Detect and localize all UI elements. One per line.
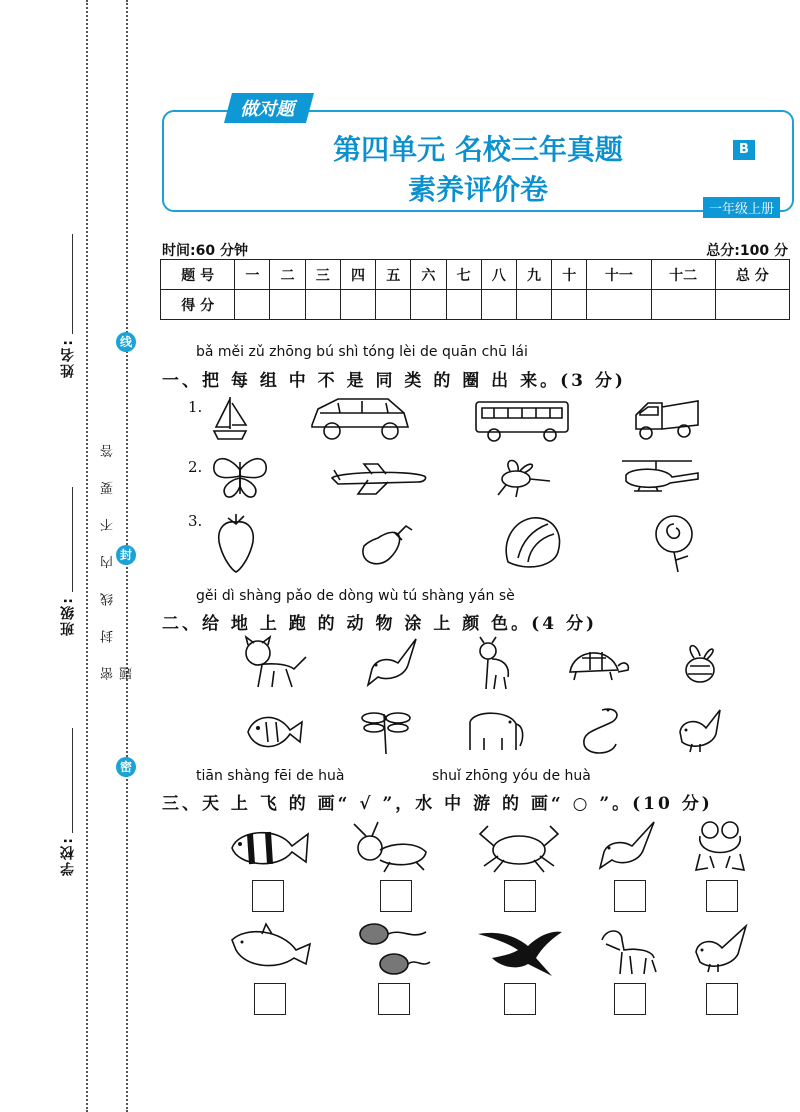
score-head-cell: 一: [235, 260, 270, 290]
score-head-cell: 五: [376, 260, 411, 290]
bird-icon[interactable]: [672, 702, 724, 754]
paper-title: 素养评价卷: [407, 173, 548, 206]
fish-icon[interactable]: [240, 702, 306, 758]
cat-icon[interactable]: [238, 635, 310, 691]
binding-line-outer: [86, 0, 88, 1112]
clownfish-icon[interactable]: [228, 820, 312, 874]
helicopter-icon[interactable]: [612, 455, 702, 499]
score-head-cell: 六: [411, 260, 446, 290]
turtle-icon[interactable]: [560, 638, 632, 686]
seal-mark-seal: 封: [116, 545, 136, 565]
strawberry-icon[interactable]: [214, 510, 258, 574]
seal-mark-secret: 密: [116, 757, 136, 777]
snake-icon[interactable]: [572, 702, 628, 758]
score-head-cell: 十二: [651, 260, 715, 290]
q1-row2-number: 2.: [188, 458, 203, 476]
score-head-cell: 十一: [587, 260, 651, 290]
title-banner: [162, 110, 794, 217]
frog-icon[interactable]: [692, 818, 748, 874]
q2-title: 二、给 地 上 跑 的 动 物 涂 上 颜 色。(4 分): [162, 614, 598, 634]
class-field[interactable]: [72, 487, 73, 592]
swallow-icon[interactable]: [472, 920, 566, 980]
bird-icon[interactable]: [688, 920, 752, 976]
answer-box-swallow[interactable]: [504, 983, 536, 1015]
score-head-cell: 题 号: [161, 260, 235, 290]
score-head-cell: 二: [270, 260, 305, 290]
q3-pinyin-water: shuǐ zhōng yóu de huà: [432, 768, 591, 784]
seal-notice: 密 封 线 内 不 要 答 题: [101, 434, 135, 680]
class-label: 班级:: [60, 596, 76, 636]
truck-icon[interactable]: [632, 393, 702, 443]
score-header-row: [161, 260, 790, 290]
answer-box-clownfish[interactable]: [252, 880, 284, 912]
answer-box-tadpole[interactable]: [378, 983, 410, 1015]
tadpole-icon[interactable]: [356, 918, 432, 982]
version-ribbon: B: [733, 140, 755, 160]
score-head-cell: 三: [305, 260, 340, 290]
answer-box-crab[interactable]: [504, 880, 536, 912]
score-cell[interactable]: [305, 290, 340, 320]
butterfly-icon[interactable]: [208, 452, 272, 502]
q2-pinyin: gěi dì shàng pǎo de dòng wù tú shàng yán sè: [196, 588, 515, 604]
time-limit: 时间:60 分钟: [162, 243, 248, 259]
q3-pinyin-sky: tiān shàng fēi de huà: [196, 768, 345, 784]
q1-pinyin: bǎ měi zǔ zhōng bú shì tóng lèi de quān chū lái: [196, 344, 528, 360]
name-field[interactable]: [72, 234, 73, 334]
q3-title: 三、天 上 飞 的 画“ √ ”，水 中 游 的 画“ ○ ”。(10 分): [162, 794, 713, 814]
airplane-icon[interactable]: [328, 458, 430, 498]
dolphin-icon[interactable]: [226, 920, 314, 978]
score-head-cell: 十: [552, 260, 587, 290]
dove-icon[interactable]: [364, 635, 420, 691]
score-head-cell: 七: [446, 260, 481, 290]
score-table: [160, 259, 790, 320]
q1-row3-number: 3.: [188, 512, 203, 530]
score-cell[interactable]: [651, 290, 715, 320]
seal-mark-line: 线: [116, 332, 136, 352]
name-label: 姓名:: [60, 338, 76, 378]
rabbit-icon[interactable]: [350, 820, 434, 874]
school-field[interactable]: [72, 728, 73, 833]
score-value-row: [161, 290, 790, 320]
bee-icon[interactable]: [488, 455, 554, 499]
car-icon[interactable]: [308, 395, 412, 443]
crab-icon[interactable]: [474, 820, 564, 874]
answer-box-rabbit[interactable]: [380, 880, 412, 912]
score-cell[interactable]: [411, 290, 446, 320]
horse-icon[interactable]: [596, 922, 660, 978]
school-label: 学校:: [60, 836, 76, 876]
score-head-cell: 八: [481, 260, 516, 290]
score-cell[interactable]: [587, 290, 651, 320]
total-score: 总分:100 分: [706, 243, 788, 259]
score-head-cell: 四: [340, 260, 375, 290]
cabbage-icon[interactable]: [498, 512, 568, 572]
answer-box-bird[interactable]: [706, 983, 738, 1015]
answer-box-horse[interactable]: [614, 983, 646, 1015]
bee-icon[interactable]: [676, 636, 720, 690]
score-cell[interactable]: [340, 290, 375, 320]
elephant-icon[interactable]: [460, 704, 526, 756]
brand-tag: 做对题: [224, 93, 314, 123]
q1-row1-number: 1.: [188, 398, 203, 416]
unit-title: 第四单元 名校三年真题: [333, 133, 623, 166]
answer-box-frog[interactable]: [706, 880, 738, 912]
answer-box-dolphin[interactable]: [254, 983, 286, 1015]
answer-box-dove[interactable]: [614, 880, 646, 912]
grade-badge: 一年级上册: [703, 197, 780, 218]
score-cell[interactable]: [481, 290, 516, 320]
dragonfly-icon[interactable]: [360, 704, 412, 756]
deer-icon[interactable]: [470, 635, 520, 693]
q1-title: 一、把 每 组 中 不 是 同 类 的 圈 出 来。(3 分): [162, 371, 626, 391]
sailboat-icon[interactable]: [210, 393, 250, 443]
score-head-cell: 九: [516, 260, 551, 290]
score-cell[interactable]: [376, 290, 411, 320]
eggplant-icon[interactable]: [354, 516, 416, 570]
score-cell[interactable]: [715, 290, 789, 320]
score-cell[interactable]: [270, 290, 305, 320]
dove-icon[interactable]: [598, 818, 660, 874]
score-cell[interactable]: [516, 290, 551, 320]
score-row-label: 得 分: [161, 290, 235, 320]
score-cell[interactable]: [552, 290, 587, 320]
rose-icon[interactable]: [650, 510, 702, 574]
score-head-cell: 总 分: [715, 260, 789, 290]
bus-icon[interactable]: [474, 398, 572, 442]
score-cell[interactable]: [235, 290, 270, 320]
score-cell[interactable]: [446, 290, 481, 320]
